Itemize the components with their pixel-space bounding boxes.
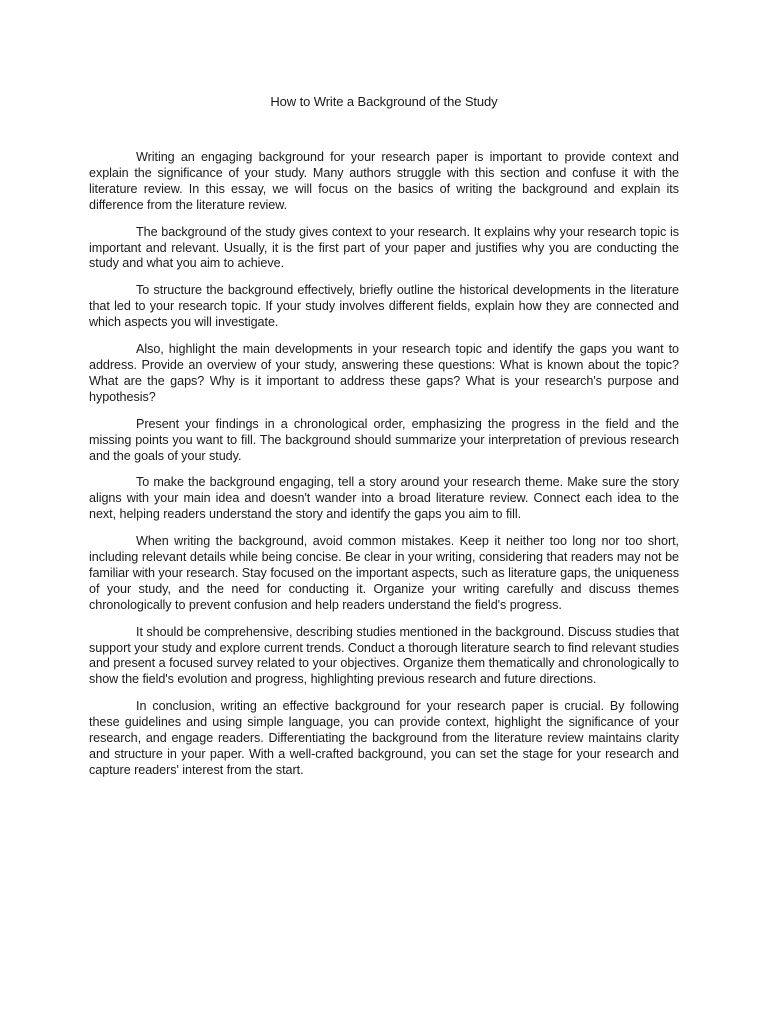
paragraph-3: To structure the background effectively, briefly outline the historical developments in the literature that led to your research topic. If your study involves different fields, explain how they are connected and which aspects you will investigate. bbox=[89, 283, 679, 330]
document-title: How to Write a Background of the Study bbox=[270, 94, 498, 109]
paragraph-2: The background of the study gives context to your research. It explains why your research topic is important and relevant. Usually, it is the first part of your paper and justifies why you are conducting the study and what you aim to achieve. bbox=[89, 224, 679, 271]
document-body bbox=[89, 150, 679, 790]
paragraph-1: Writing an engaging background for your research paper is important to provide context and explain the significance of your study. Many authors struggle with this section and confuse it with the literature review. In this essay, we will focus on the basics of writing the background and explain its difference from the literature review. bbox=[89, 150, 679, 212]
paragraph-9: In conclusion, writing an effective background for your research paper is crucial. By following these guidelines and using simple language, you can provide context, highlight the significance of your research, and engage readers. Differentiating the background from the literature review maintains clarity and structure in your paper. With a well-crafted background, you can set the stage for your research and capture readers' interest from the start. bbox=[89, 699, 679, 777]
paragraph-7: When writing the background, avoid common mistakes. Keep it neither too long nor too short, including relevant details while being concise. Be clear in your writing, considering that readers may not be familiar with your research. Stay focused on the important aspects, such as literature gaps, the uniqueness of your study, and the need for conducting it. Organize your writing carefully and discuss themes chronologically to prevent confusion and help readers understand the field's progress. bbox=[89, 534, 679, 612]
paragraph-6: To make the background engaging, tell a story around your research theme. Make sure the story aligns with your main idea and doesn't wander into a broad literature review. Connect each idea to the next, helping readers understand the story and identify the gaps you aim to fill. bbox=[89, 475, 679, 522]
document-page bbox=[89, 0, 679, 1024]
paragraph-5: Present your findings in a chronological order, emphasizing the progress in the field and the missing points you want to fill. The background should summarize your interpretation of previous research and the goals of your study. bbox=[89, 416, 679, 463]
paragraph-4: Also, highlight the main developments in your research topic and identify the gaps you want to address. Provide an overview of your study, answering these questions: What is known about the topic? What are the gaps? Why is it important to address these gaps? What is your research's purpose and hypothesis? bbox=[89, 342, 679, 404]
paragraph-8: It should be comprehensive, describing studies mentioned in the background. Discuss studies that support your study and explore current trends. Conduct a thorough literature search to find relevant studies and present a focused survey related to your objectives. Organize them thematically and chronologically to show the field's evolution and progress, highlighting previous research and future directions. bbox=[89, 624, 679, 687]
